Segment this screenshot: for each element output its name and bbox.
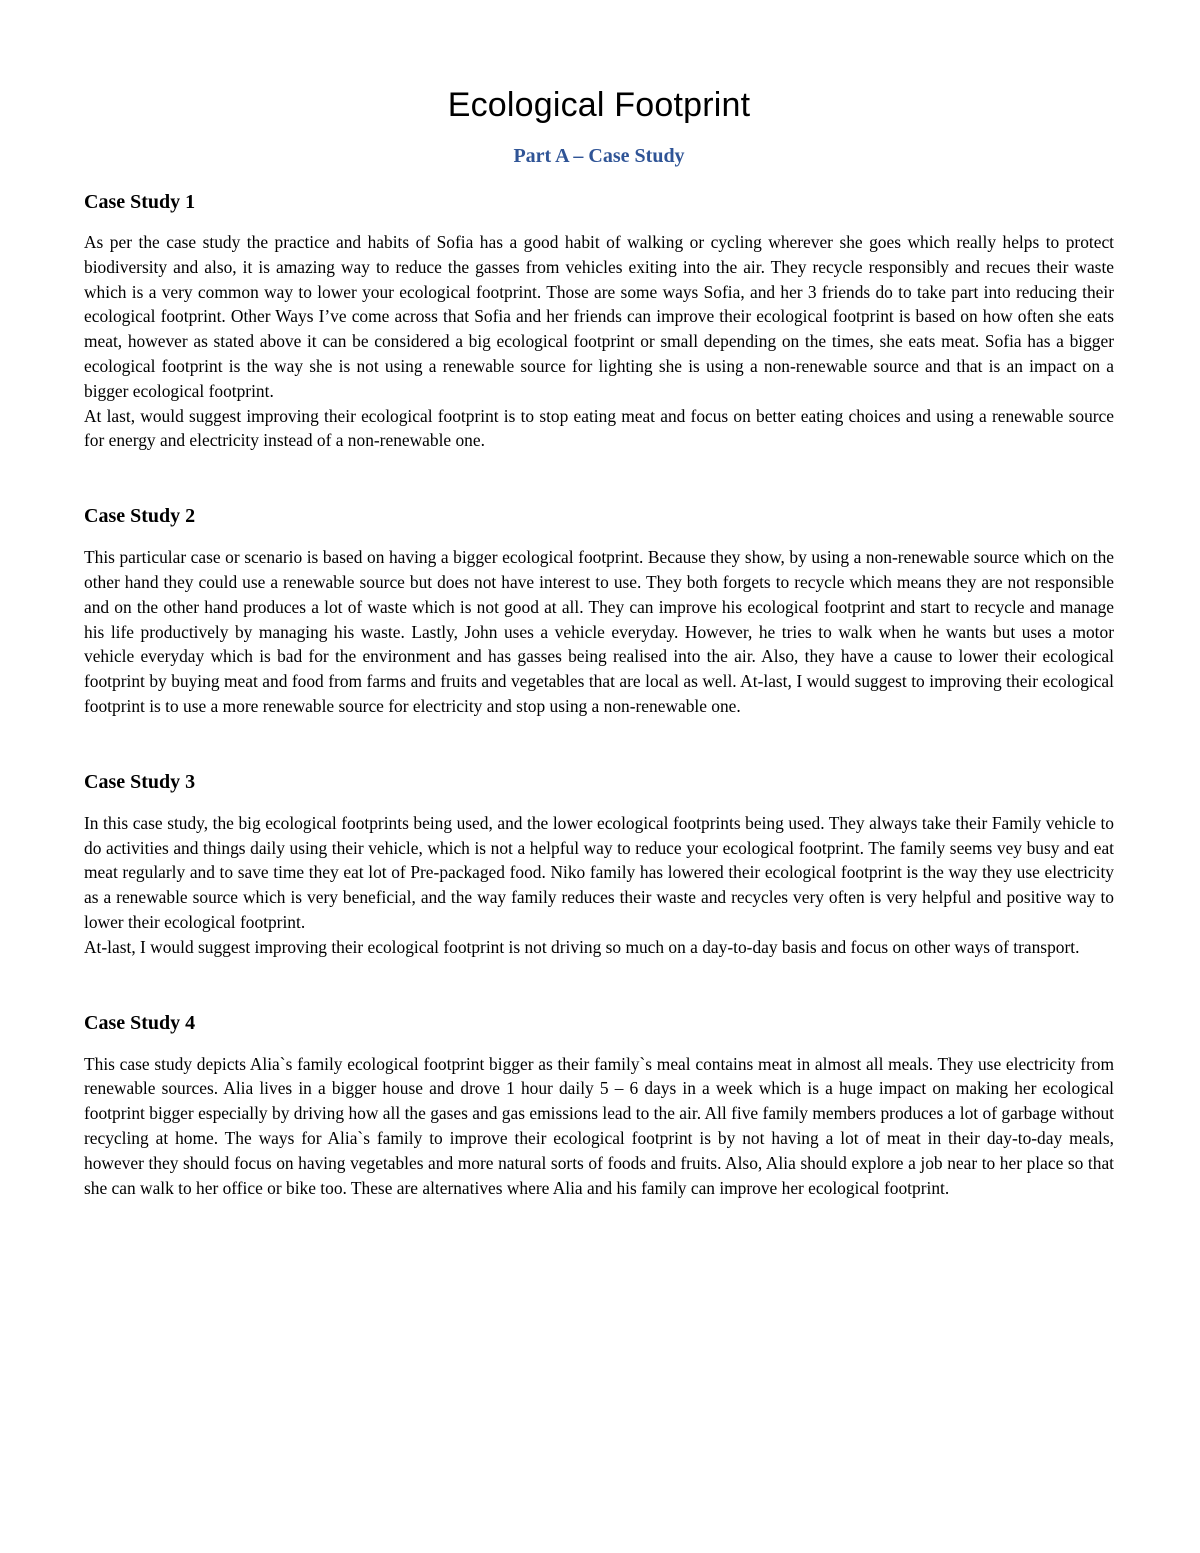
case-study-paragraph: At-last, I would suggest improving their ecological footprint is not driving so much on a day-to-day basis and focus on other ways of transport. — [84, 936, 1080, 957]
case-study-paragraph: This particular case or scenario is based on having a bigger ecological footprint. Because they show, by using a non-renewable source which on the other hand they could use a renewable source but does not have interest to use. They both forgets to recycle which means they are not responsible and on the other hand produces a lot of waste which is not good at all. They can improve his ecological footprint and start to recycle and manage his life productively by managing his waste. Lastly, John uses a vehicle everyday. However, he tries to walk when he wants but uses a motor vehicle everyday which is bad for the environment and has gasses being realised into the air. Also, they have a cause to lower their ecological footprint by buying meat and food from farms and fruits and vegetables that are local as well. At-last, I would suggest to improving their ecological footprint is to use a more renewable source for electricity and stop using a non-renewable one. — [84, 547, 1114, 716]
case-study-paragraph: At last, would suggest improving their ecological footprint is to stop eating meat and focus on better eating choices and using a renewable source for energy and electricity instead of a non-renewable one. — [84, 405, 1114, 451]
case-study-paragraph: As per the case study the practice and habits of Sofia has a good habit of walking or cycling wherever she goes which really helps to protect biodiversity and also, it is amazing way to reduce the gasses from vehicles exiting into the air. They recycle responsibly and recues their waste which is a very common way to lower your ecological footprint. Those are some ways Sofia, and her 3 friends do to take part into reducing their ecological footprint. Other Ways I’ve come across that Sofia and her friends can improve their ecological footprint is based on how often she eats meat, however as stated above it can be considered a big ecological footprint or small depending on the times, she eats meat. Sofia has a bigger ecological footprint is the way she is not using a renewable source for lighting she is using a non-renewable source and that is an impact on a bigger ecological footprint. — [84, 232, 1114, 401]
case-study-paragraph: In this case study, the big ecological footprints being used, and the lower ecological footprints being used. They always take their Family vehicle to do activities and things daily using their vehicle, which is not a helpful way to reduce your ecological footprint. The family seems vey busy and eat meat regularly and to save time they eat lot of Pre-packaged food. Niko family has lowered their ecological footprint is the way they use electricity as a renewable source which is very beneficial, and the way family reduces their waste and recycles very often is very helpful and positive way to lower their ecological footprint. — [84, 812, 1114, 932]
case-study-2 — [84, 501, 1114, 719]
case-study-heading: Case Study 3 — [84, 770, 196, 793]
document-page — [84, 80, 1114, 1200]
document-subtitle: Part A – Case Study — [513, 145, 685, 167]
case-study-3 — [84, 767, 1114, 960]
case-study-heading: Case Study 2 — [84, 505, 196, 528]
case-study-paragraph: This case study depicts Alia`s family ecological footprint bigger as their family`s meal contains meat in almost all meals. They use electricity from renewable sources. Alia lives in a bigger house and drove 1 hour daily 5 – 6 days in a week which is a huge impact on making her ecological footprint bigger especially by driving how all the gases and gas emissions lead to the air. All five family members produces a lot of garbage without recycling at home. The ways for Alia`s family to improve their ecological footprint is by not having a lot of meat in their day-to-day meals, however they should focus on having vegetables and more natural sorts of foods and fruits. Also, Alia should explore a job near to her place so that she can walk to her office or bike too. These are alternatives where Alia and his family can improve her ecological footprint. — [84, 1053, 1114, 1198]
case-study-1 — [84, 187, 1114, 453]
case-study-heading: Case Study 1 — [84, 191, 196, 213]
case-study-heading: Case Study 4 — [84, 1011, 196, 1034]
case-study-4 — [84, 1008, 1114, 1201]
document-title: Ecological Footprint — [447, 86, 751, 124]
